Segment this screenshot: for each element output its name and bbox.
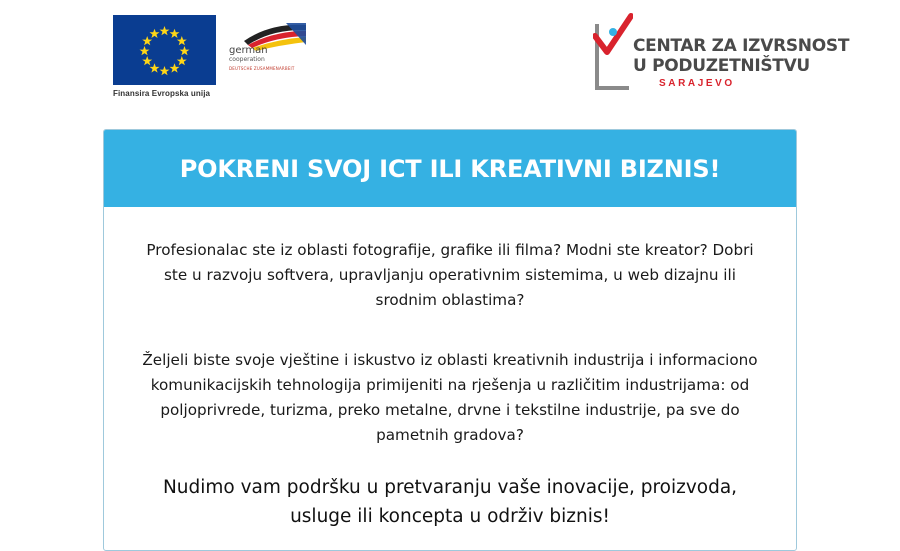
checkmark-logo-icon [593,12,633,92]
eu-stars-icon [113,15,216,85]
eu-flag-logo [113,15,216,85]
centar-logo [593,12,850,94]
paragraph-industries: Željeli biste svoje vještine i iskustvo iz oblasti kreativnih industrija i informaciono komunikacijskih tehnologija primijeniti na rješenja u različitim industrijama: od poljoprivrede, turizma, preko metalne, drvne i tekstilne industrije, pa sve do pametnih gradova? [142,351,758,444]
centar-logo-line1: CENTAR ZA IZVRSNOST [633,36,850,56]
cooperation-label: cooperation [229,56,265,63]
centar-logo-city: SARAJEVO [659,78,735,89]
centar-logo-line2: U PODUZETNIŠTVU [633,56,810,76]
german-cooperation-logo [226,21,310,73]
deutsche-zusammenarbeit-label: DEUTSCHE ZUSAMMENARBEIT [229,66,295,71]
card-title: POKRENI SVOJ ICT ILI KREATIVNI BIZNIS! [104,130,796,207]
eu-funding-caption: Finansira Evropska unija [113,89,211,98]
paragraph-professionals: Profesionalac ste iz oblasti fotografije, grafike ili filma? Modni ste kreator? Dobri ste u razvoju softvera, upravljanju operativnim sistemima, u web dizajnu ili srodnim oblastima? [146,241,754,309]
content-card [103,129,797,551]
german-label: german [229,45,268,56]
paragraph-support-offer: Nudimo vam podršku u pretvaranju vaše inovacije, proizvoda, usluge ili koncepta u održiv biznis! [162,477,738,527]
